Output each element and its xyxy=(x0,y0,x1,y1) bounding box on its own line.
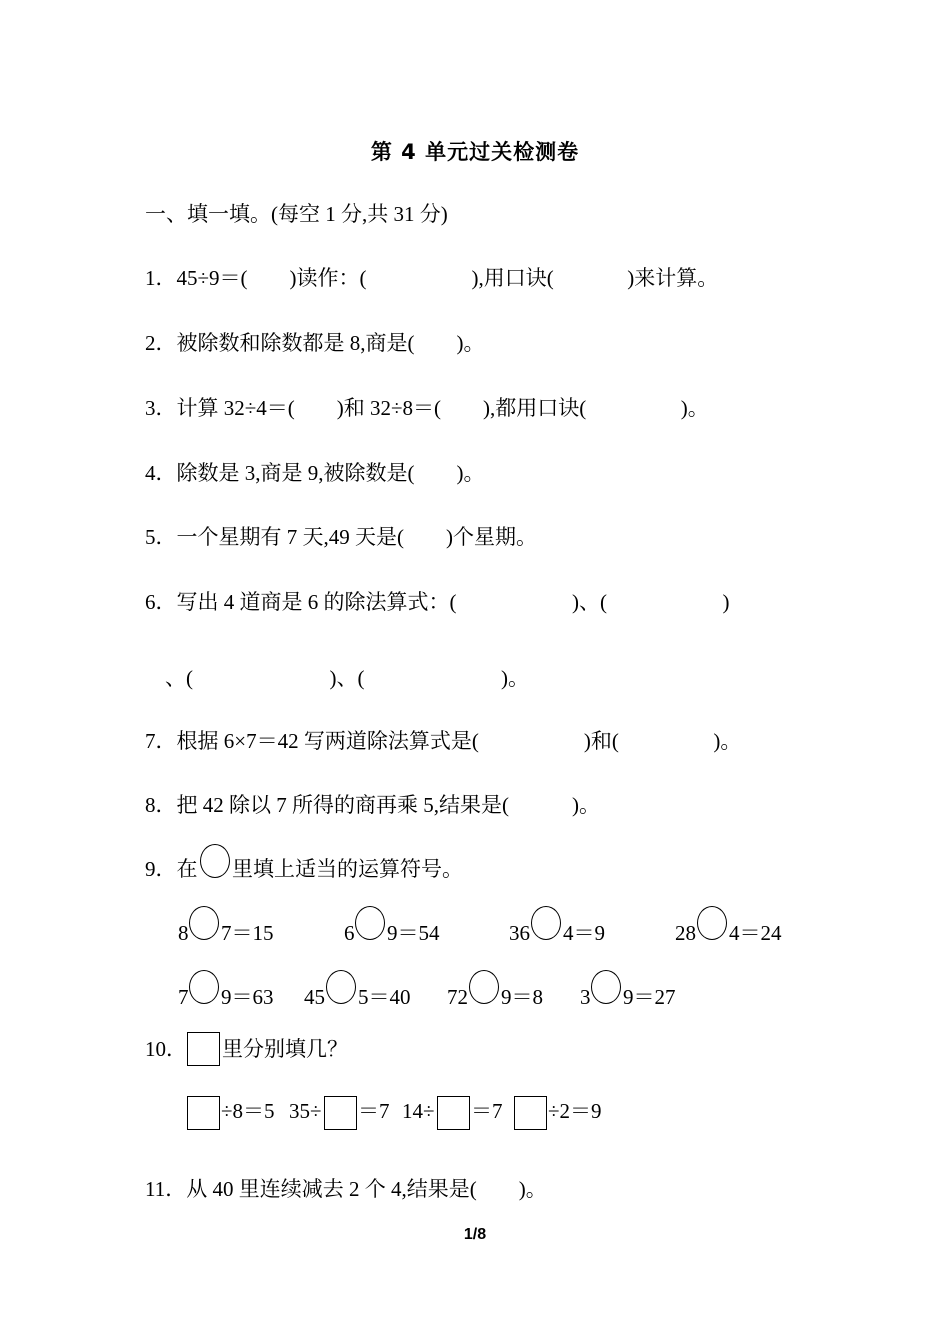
q9-item-rest: 5＝40 xyxy=(358,985,411,1009)
q10-item-text: 35÷ xyxy=(289,1099,322,1123)
question-6: 6．写出 4 道商是 6 的除法算式：( )、( ) xyxy=(145,590,730,614)
question-7: 7．根据 6×7＝42 写两道除法算式是( )和( )。 xyxy=(145,729,742,753)
operator-circle-icon[interactable] xyxy=(531,906,561,940)
question-6-continued: 、( )、( )。 xyxy=(165,666,529,690)
page-number: 1/8 xyxy=(463,1226,487,1243)
q9-item-rest: 4＝9 xyxy=(563,921,605,945)
operator-circle-icon[interactable] xyxy=(469,970,499,1004)
q9-item-rest: 9＝27 xyxy=(623,985,676,1009)
operator-circle-icon[interactable] xyxy=(189,906,219,940)
q9-item-operand: 8 xyxy=(178,921,189,945)
question-8: 8．把 42 除以 7 所得的商再乘 5,结果是( )。 xyxy=(145,793,600,817)
operator-circle-icon[interactable] xyxy=(355,906,385,940)
q10-item-text: ÷8＝5 xyxy=(221,1099,275,1123)
q9-item-operand: 36 xyxy=(509,921,530,945)
question-10-suffix: 里分别填几？ xyxy=(222,1037,348,1061)
question-10-prefix: 10． xyxy=(145,1037,187,1061)
q10-item-text: ＝7 xyxy=(471,1099,503,1123)
q9-item-operand: 72 xyxy=(447,985,468,1009)
q9-item-rest: 9＝8 xyxy=(501,985,543,1009)
q10-item-text: ＝7 xyxy=(358,1099,390,1123)
q9-item-rest: 9＝63 xyxy=(221,985,274,1009)
answer-box-input[interactable] xyxy=(437,1096,470,1130)
q10-item-text: 14÷ xyxy=(402,1099,435,1123)
question-9-prefix: 9．在 xyxy=(145,857,198,881)
q9-item-operand: 28 xyxy=(675,921,696,945)
answer-box-input[interactable] xyxy=(187,1096,220,1130)
question-2: 2．被除数和除数都是 8,商是( )。 xyxy=(145,331,485,355)
section-heading: 一、填一填。(每空 1 分,共 31 分) xyxy=(145,202,448,226)
q9-item-rest: 7＝15 xyxy=(221,921,274,945)
question-5: 5．一个星期有 7 天,49 天是( )个星期。 xyxy=(145,525,537,549)
answer-circle-icon xyxy=(200,844,230,878)
operator-circle-icon[interactable] xyxy=(591,970,621,1004)
operator-circle-icon[interactable] xyxy=(326,970,356,1004)
q10-item-text: ÷2＝9 xyxy=(548,1099,602,1123)
q9-item-operand: 45 xyxy=(304,985,325,1009)
page-title: 第 4 单元过关检测卷 xyxy=(370,140,580,164)
q9-item-rest: 9＝54 xyxy=(387,921,440,945)
answer-box-input[interactable] xyxy=(514,1096,547,1130)
question-11: 11．从 40 里连续减去 2 个 4,结果是( )。 xyxy=(145,1177,547,1201)
question-1: 1．45÷9＝( )读作：( ),用口诀( )来计算。 xyxy=(145,266,719,290)
operator-circle-icon[interactable] xyxy=(697,906,727,940)
q9-item-rest: 4＝24 xyxy=(729,921,782,945)
operator-circle-icon[interactable] xyxy=(189,970,219,1004)
answer-box-icon xyxy=(187,1032,220,1066)
question-3: 3．计算 32÷4＝( )和 32÷8＝( ),都用口诀( )。 xyxy=(145,396,709,420)
q9-item-operand: 7 xyxy=(178,985,189,1009)
q9-item-operand: 3 xyxy=(580,985,591,1009)
question-4: 4．除数是 3,商是 9,被除数是( )。 xyxy=(145,461,485,485)
question-9-suffix: 里填上适当的运算符号。 xyxy=(232,857,463,881)
answer-box-input[interactable] xyxy=(324,1096,357,1130)
q9-item-operand: 6 xyxy=(344,921,355,945)
